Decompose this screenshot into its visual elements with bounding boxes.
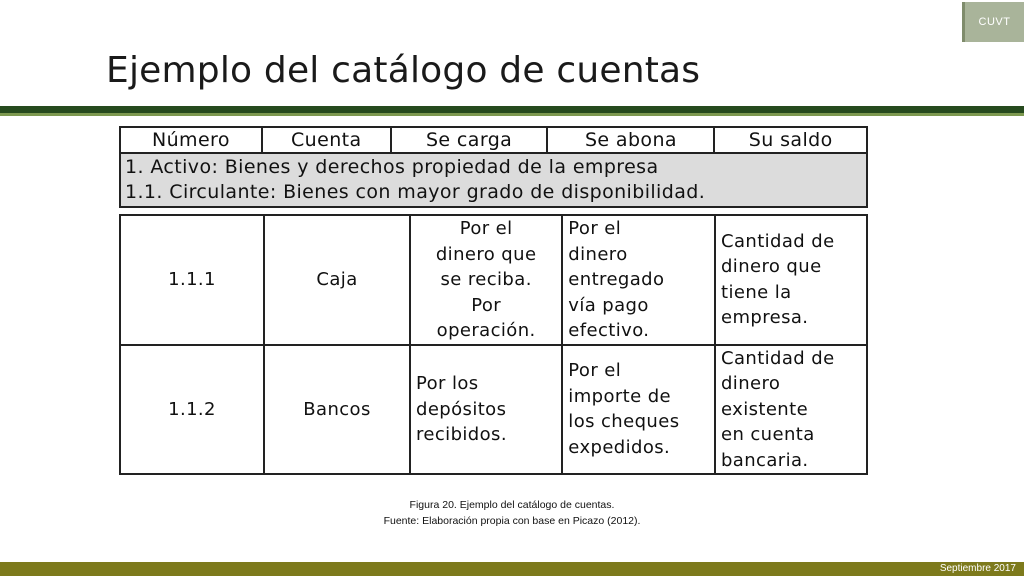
account-name: Caja [264,215,410,345]
caption-source: Fuente: Elaboración propia con base en Picazo (2012). [383,515,641,527]
header-cuenta: Cuenta [262,127,391,153]
cell-line: Cantidad de [720,347,835,369]
account-name: Bancos [264,345,410,475]
cell-line: entregado [568,269,665,290]
cell-line: depósitos [416,398,507,420]
cell-line: dinero [568,243,628,265]
catalog-header-table [119,126,868,208]
cell-line: bancaria. [720,449,809,471]
account-number: 1.1.2 [120,345,264,475]
header-numero: Número [120,127,262,153]
table-row [120,215,867,345]
account-number: 1.1.1 [120,215,264,345]
se-abona-cell [562,215,715,345]
figure-caption [0,497,1024,529]
catalog-accounts-table [119,214,868,475]
cell-line: dinero que [720,256,822,278]
cell-line: importe de [568,385,672,407]
cell-line: dinero que [435,243,537,265]
cell-line: empresa. [720,307,809,329]
su-saldo-cell [715,345,867,475]
description-line-activo: 1. Activo: Bienes y derechos propiedad de la empresa [125,156,659,178]
footer-bar [0,562,1024,576]
cell-line: existente [720,398,809,420]
caption-title: Figura 20. Ejemplo del catálogo de cuentas. [409,499,615,511]
se-carga-cell [410,345,562,475]
cell-line: Por el [568,218,622,239]
cell-line: vía pago [568,294,649,316]
cell-line: efectivo. [568,320,650,341]
se-carga-cell [410,215,562,345]
slide-title: Ejemplo del catálogo de cuentas [106,50,701,91]
cell-line: Cantidad de [720,230,835,252]
title-divider-dark [0,106,1024,113]
cell-line: Por los [416,373,479,394]
description-row [120,153,867,207]
description-line-circulante: 1.1. Circulante: Bienes con mayor grado de disponibilidad. [125,181,706,203]
cell-line: Por [471,294,502,316]
cell-line: se reciba. [440,269,532,290]
cuvt-logo: CUVT [962,2,1024,42]
cell-line: expedidos. [568,436,671,458]
cell-line: Por el [459,218,513,239]
cell-line: en cuenta [720,424,815,445]
su-saldo-cell [715,215,867,345]
account-group-description [120,153,867,207]
cell-line: tiene la [720,281,792,303]
footer-date: Septiembre 2017 [939,563,1016,574]
header-su-saldo: Su saldo [714,127,867,153]
cell-line: los cheques [568,411,680,433]
cell-line: Por el [568,360,622,382]
table-row [120,345,867,475]
se-abona-cell [562,345,715,475]
cell-line: operación. [436,320,536,341]
cell-line: recibidos. [416,424,507,445]
header-se-carga: Se carga [391,127,548,153]
cell-line: dinero [720,373,781,394]
header-row [120,127,867,153]
header-se-abona: Se abona [547,127,714,153]
title-divider-light [0,113,1024,116]
